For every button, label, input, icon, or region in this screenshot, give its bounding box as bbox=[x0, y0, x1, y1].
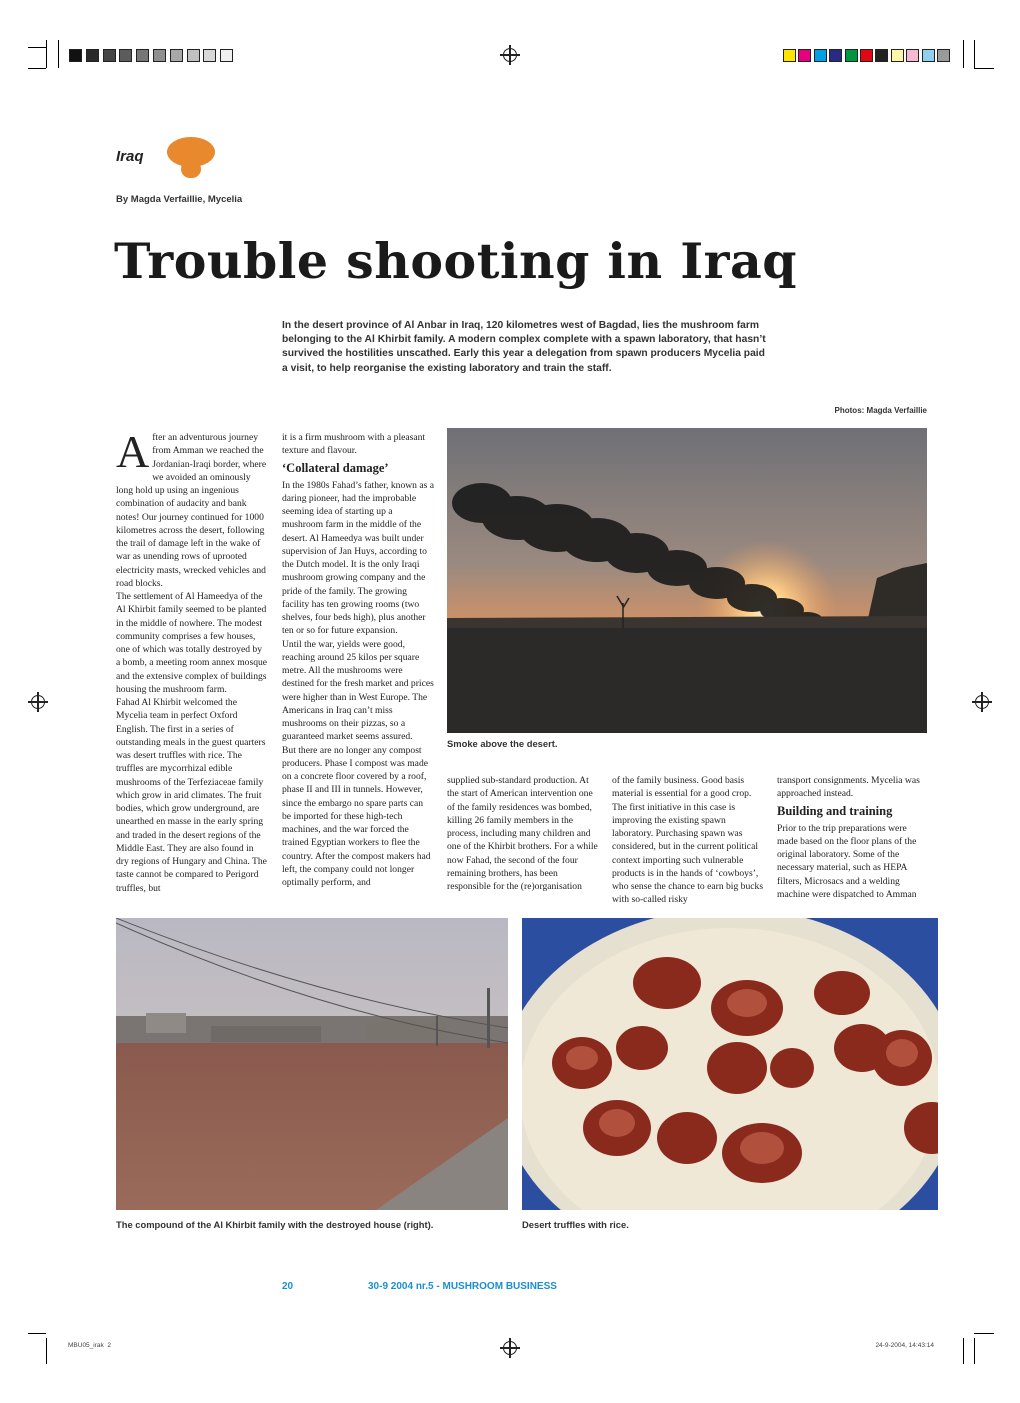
gray-swatch bbox=[153, 49, 166, 62]
issue-info: 30-9 2004 nr.5 - MUSHROOM BUSINESS bbox=[368, 1281, 557, 1292]
paragraph: In the 1980s Fahad’s father, known as a daring pioneer, had the improbable seeming idea of starting up a mushroom farm in the middle of the desert. Al Hameedya was built under supervision of Jan Huys, according to the Dutch model. It is the only Iraqi mushroom growing company and the pride of the family. The growing facility has ten growing rooms (two shelves, four beds high), plus another ten or so for future expansion. bbox=[282, 479, 435, 637]
color-swatch bbox=[814, 49, 827, 62]
gray-swatch bbox=[136, 49, 149, 62]
crop-mark-tl-v bbox=[46, 40, 47, 68]
print-timestamp: 24-9-2004, 14:43:14 bbox=[875, 1342, 934, 1349]
subheading-building-training: Building and training bbox=[777, 803, 893, 818]
registration-mark-right bbox=[975, 695, 989, 709]
crop-mark-tr-v bbox=[974, 40, 975, 68]
gray-swatch bbox=[69, 49, 82, 62]
color-swatch bbox=[891, 49, 904, 62]
gray-swatch bbox=[103, 49, 116, 62]
paragraph: The settlement of Al Hameedya of the Al Khirbit family seemed to be planted in the middle of nowhere. The modest community comprises a few houses, one of which was totally destroyed by a bomb, a meeting room annex mosque and the extensive complex of buildings housing the mushroom farm. bbox=[116, 591, 268, 695]
paragraph: Fahad Al Khirbit welcomed the Mycelia team in perfect Oxford English. The first in a series of outstanding meals in the guest quarters was desert truffles with rice. The truffles are mycorrhizal edible mushrooms of the Terfeziaceae family which grow in arid climates. The fruit bodies, which grow underground, are unearthed en masse in the early spring and traded in the desert regions of the Middle East. They are also found in dry regions of Hungary and China. The taste cannot be compared to Perigord truffles, but bbox=[116, 697, 267, 894]
crop-mark-br-v bbox=[974, 1338, 975, 1364]
page-title: Trouble shooting in Iraq bbox=[114, 232, 797, 290]
registration-mark-bottom bbox=[503, 1341, 517, 1355]
crop-mark-tr-v2 bbox=[963, 40, 964, 68]
gray-swatch bbox=[187, 49, 200, 62]
photo-truffles bbox=[522, 918, 938, 1210]
paragraph: Prior to the trip preparations were made based on the floor plans of the original laboratory. Some of the necessary material, such as HEPA filters, Microsacs and a welding machine were dispatched to Amman bbox=[777, 822, 917, 900]
gray-swatch bbox=[220, 49, 233, 62]
photo-credit: Photos: Magda Verfaillie bbox=[834, 406, 927, 415]
paragraph: transport consignments. Mycelia was approached instead. bbox=[777, 775, 920, 800]
gray-swatch bbox=[170, 49, 183, 62]
registration-mark-left bbox=[31, 695, 45, 709]
color-swatch bbox=[845, 49, 858, 62]
paragraph: it is a firm mushroom with a pleasant texture and flavour. bbox=[282, 432, 426, 457]
section-label: Iraq bbox=[116, 148, 144, 165]
gray-swatch bbox=[203, 49, 216, 62]
color-swatch bbox=[922, 49, 935, 62]
crop-mark-bl-h bbox=[28, 1333, 46, 1334]
crop-mark-tr-h bbox=[974, 68, 994, 69]
paragraph: fter an adventurous journey from Amman we reached the Jordanian-Iraqi border, where we avoided an ominously long hold up using an ingenious combination of audacity and bank notes! Our journey continued for 1000 kilometres across the desert, following the trail of damage left in the wake of war as unending rows of uprooted electricity masts, wrecked vehicles and road blocks. bbox=[116, 432, 267, 589]
paragraph: of the family business. Good basis material is essential for a good crop. The first initiative in this case is improving the existing spawn laboratory. Purchasing spawn was considered, but in the current political context importing such vulnerable products is in the hands of ‘cowboys’, who sense the chance to earn big bucks with so-called risky bbox=[612, 775, 764, 906]
crop-mark-br-h bbox=[974, 1333, 994, 1334]
gray-swatch bbox=[119, 49, 132, 62]
photo-smoke-desert bbox=[447, 428, 927, 733]
color-swatch bbox=[798, 49, 811, 62]
article-column-4 bbox=[612, 774, 764, 907]
article-column-2 bbox=[282, 431, 434, 889]
paragraph: Until the war, yields were good, reaching around 25 kilos per square metre. All the mushrooms were destined for the fresh market and prices were higher than in West Europe. The Americans in Iraq can’t miss mushrooms on their pizzas, so a guaranteed market seems assured. bbox=[282, 638, 434, 743]
crop-mark-tl-h2 bbox=[28, 68, 46, 69]
color-swatch bbox=[860, 49, 873, 62]
caption-compound: The compound of the Al Khirbit family with the destroyed house (right). bbox=[116, 1219, 434, 1230]
article-column-3 bbox=[447, 774, 599, 893]
paragraph: supplied sub-standard production. At the start of American intervention one of the family residences was bombed, killing 26 family members in the process, including many children and one of the Khirbit brothers. For a while now Fahad, the second of the four remaining brothers, has been responsible for the (re)organisation bbox=[447, 775, 598, 892]
article-column-1 bbox=[116, 426, 268, 895]
paragraph: But there are no longer any compost producers. Phase I compost was made on a concrete floor covered by a roof, phase II and III in tunnels. However, since the embargo no spare parts can be imported for these high-tech machines, and the war forced the trained Egyptian workers to flee the country. After the compost makers had left, the company could not longer optimally perform, and bbox=[282, 744, 431, 888]
article-column-5 bbox=[777, 774, 929, 901]
color-swatch bbox=[906, 49, 919, 62]
photo-compound bbox=[116, 918, 508, 1210]
crop-mark-tl-h bbox=[28, 47, 46, 48]
crop-mark-tl-v2 bbox=[58, 40, 59, 68]
page-number: 20 bbox=[282, 1281, 294, 1292]
color-swatch bbox=[829, 49, 842, 62]
drop-cap: A bbox=[116, 426, 150, 477]
subheading-collateral-damage: ‘Collateral damage’ bbox=[282, 460, 389, 475]
mushroom-icon bbox=[166, 136, 216, 180]
crop-mark-bl-v bbox=[46, 1338, 47, 1364]
crop-mark-br-v2 bbox=[963, 1338, 964, 1364]
intro-paragraph: In the desert province of Al Anbar in Iraq, 120 kilometres west of Bagdad, lies the mushroom farm belonging to the Al Khirbit family. A modern complex complete with a spawn laboratory, that hasn’t survived the hostilities unscathed. Early this year a delegation from spawn producers Mycelia paid a visit, to help reorganise the existing laboratory and train the staff. bbox=[282, 320, 766, 374]
byline: By Magda Verfaillie, Mycelia bbox=[116, 194, 243, 205]
gray-swatch bbox=[86, 49, 99, 62]
color-swatch bbox=[875, 49, 888, 62]
file-slug: MBU05_irak 2 bbox=[68, 1342, 111, 1349]
caption-smoke: Smoke above the desert. bbox=[447, 738, 558, 749]
registration-mark-top bbox=[503, 48, 517, 62]
color-swatch bbox=[937, 49, 950, 62]
color-swatch bbox=[783, 49, 796, 62]
caption-truffles: Desert truffles with rice. bbox=[522, 1219, 629, 1230]
